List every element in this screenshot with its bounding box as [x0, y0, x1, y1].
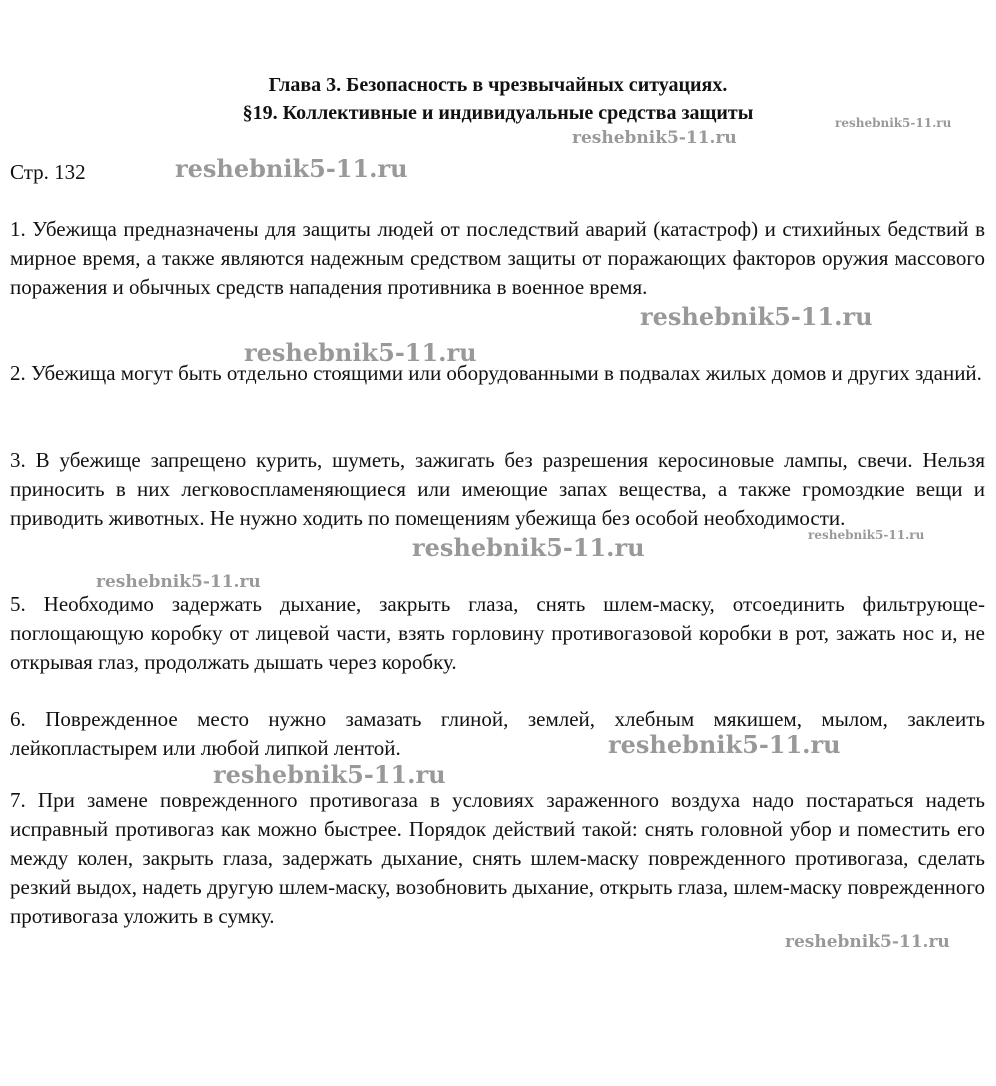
section-title: §19. Коллективные и индивидуальные средства защиты [242, 102, 754, 124]
paragraph-5: 5. Необходимо задержать дыхание, закрыть глаза, снять шлем-маску, отсоединить фильтрующе-поглощающую коробку от лицевой части, взять горловину противогазовой коробки в рот, зажать нос и, не открывая глаз, продолжать дышать через коробку. [10, 592, 985, 674]
watermark: reshebnik5-11.ru [96, 572, 261, 592]
watermark: reshebnik5-11.ru [572, 128, 737, 148]
watermark: reshebnik5-11.ru [244, 338, 477, 367]
watermark: reshebnik5-11.ru [608, 730, 841, 759]
watermark: reshebnik5-11.ru [785, 932, 950, 952]
watermark: reshebnik5-11.ru [175, 154, 408, 183]
watermark: reshebnik5-11.ru [640, 302, 873, 331]
paragraph-1: 1. Убежища предназначены для защиты людей от последствий аварий (катастроф) и стихийных бедствий в мирное время, а также являются надежным средством защиты от поражающих факторов оружия массового поражения и обычных средств нападения противника в военное время. [10, 217, 985, 299]
watermark: reshebnik5-11.ru [808, 528, 925, 542]
watermark: reshebnik5-11.ru [835, 116, 952, 130]
page-reference: Стр. 132 [10, 160, 86, 184]
paragraph-6: 6. Поврежденное место нужно замазать глиной, землей, хлебным мякишем, мылом, заклеить лейкопластырем или любой липкой лентой. [10, 707, 985, 760]
chapter-title: Глава 3. Безопасность в чрезвычайных ситуациях. [268, 74, 728, 96]
watermark: reshebnik5-11.ru [213, 760, 446, 789]
paragraph-7: 7. При замене поврежденного противогаза в условиях зараженного воздуха надо постараться надеть исправный противогаз как можно быстрее. Порядок действий такой: снять головной убор и поместить его между колен, закрыть глаза, задержать дыхание, снять шлем-маску поврежденного противогаза, сделать резкий выдох, надеть другую шлем-маску, возобновить дыхание, открыть глаза, шлем-маску поврежденного противогаза уложить в сумку. [10, 788, 985, 928]
watermark: reshebnik5-11.ru [412, 533, 645, 562]
paragraph-3: 3. В убежище запрещено курить, шуметь, зажигать без разрешения керосиновые лампы, свечи. Нельзя приносить в них легковоспламеняющиеся или имеющие запах вещества, а также громоздкие вещи и приводить животных. Не нужно ходить по помещениям убежища без особой необходимости. [10, 448, 985, 530]
paragraph-2: 2. Убежища могут быть отдельно стоящими или оборудованными в подвалах жилых домов и других зданий. [10, 361, 982, 385]
